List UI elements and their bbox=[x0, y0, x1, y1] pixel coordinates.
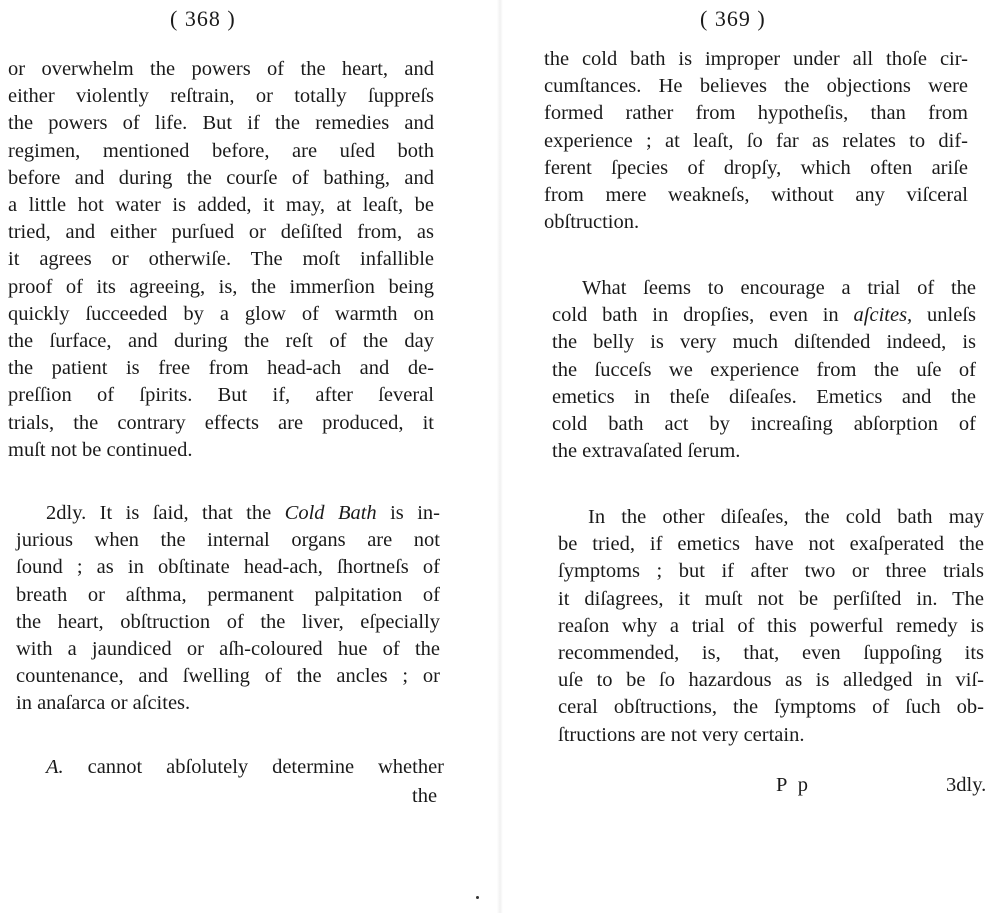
right-paragraph-1 bbox=[544, 46, 968, 236]
text-line: before and during the courſe of bathing, and bbox=[8, 166, 434, 189]
text-line: the ſucceſs we experience from the uſe of bbox=[552, 358, 976, 381]
text-line: the extravaſated ſerum. bbox=[552, 440, 741, 463]
text-line: experience ; at leaſt, ſo far as relates to dif- bbox=[544, 129, 968, 152]
text-line: tried, and either purſued or deſiſted from, as bbox=[8, 221, 434, 244]
text-line: cumſtances. He believes the objections were bbox=[544, 75, 968, 98]
text-line: obſtruction. bbox=[544, 211, 640, 234]
text-line: jurious when the internal organs are not bbox=[16, 529, 440, 552]
text-line: from mere weakneſs, without any viſceral bbox=[544, 184, 968, 207]
text-line bbox=[16, 500, 440, 527]
text-segment: 2dly. It is ſaid, that the bbox=[46, 502, 285, 524]
left-paragraph-1 bbox=[8, 56, 434, 464]
text-line: reaſon why a trial of this powerful remedy is bbox=[558, 614, 984, 637]
text-line: the powers of life. But if the remedies and bbox=[8, 112, 434, 135]
italic-term: aſcites, bbox=[853, 304, 913, 327]
right-page bbox=[500, 0, 1000, 913]
right-paragraph-2 bbox=[552, 275, 976, 465]
catchword-left: the bbox=[412, 785, 438, 807]
text-line: regimen, mentioned before, are uſed both bbox=[8, 139, 434, 162]
speck-mark bbox=[476, 896, 479, 899]
text-line: quickly ſucceeded by a glow of warmth on bbox=[8, 302, 434, 325]
text-line: the patient is free from head-ach and de- bbox=[8, 357, 434, 380]
left-paragraph-3 bbox=[46, 754, 444, 781]
signature-mark: P p bbox=[776, 774, 812, 796]
text-line: ſtructions are not very certain. bbox=[558, 723, 805, 746]
text-line: the cold bath is improper under all thoſe cir- bbox=[544, 48, 968, 70]
text-line bbox=[46, 754, 444, 781]
text-line: ceral obſtructions, the ſymptoms of ſuch ob- bbox=[558, 696, 984, 719]
text-line bbox=[552, 302, 976, 329]
text-segment: is in- bbox=[376, 502, 440, 524]
text-line: emetics in theſe diſeaſes. Emetics and the bbox=[552, 385, 976, 408]
text-line: cold bath act by increaſing abſorption of bbox=[552, 413, 976, 436]
text-segment: cold bath in dropſies, even in bbox=[552, 304, 854, 327]
text-line: a little hot water is added, it may, at leaſt, be bbox=[8, 194, 434, 217]
text-line: it agrees or otherwiſe. The moſt infallible bbox=[8, 248, 434, 271]
text-line: What ſeems to encourage a trial of the bbox=[582, 277, 976, 299]
page-number-left: ( 368 ) bbox=[170, 6, 236, 31]
text-line: trials, the contrary effects are produced, it bbox=[8, 411, 434, 434]
text-line: muſt not be continued. bbox=[8, 438, 193, 461]
italic-term: Cold Bath bbox=[284, 502, 377, 524]
text-line: the ſurface, and during the reſt of the day bbox=[8, 330, 434, 353]
text-line: ſymptoms ; but if after two or three trials bbox=[558, 560, 984, 583]
text-line: ferent ſpecies of dropſy, which often ariſe bbox=[544, 156, 968, 179]
catchword-right: 3dly. bbox=[946, 774, 987, 796]
text-line: it diſagrees, it muſt not be perſiſted in. The bbox=[558, 587, 984, 610]
text-line: the belly is very much diſtended indeed, is bbox=[552, 331, 976, 354]
text-line: In the other diſeaſes, the cold bath may bbox=[588, 506, 984, 528]
text-line: uſe to be ſo hazardous as is alledged in viſ- bbox=[558, 669, 984, 692]
text-line: ſound ; as in obſtinate head-ach, ſhortneſs of bbox=[16, 556, 440, 579]
text-line: the heart, obſtruction of the liver, eſpecially bbox=[16, 610, 440, 633]
text-line: formed rather from hypotheſis, than from bbox=[544, 102, 968, 125]
text-line: preſſion of ſpirits. But if, after ſeveral bbox=[8, 384, 434, 407]
text-line: be tried, if emetics have not exaſperated the bbox=[558, 533, 984, 556]
italic-term: A. bbox=[46, 756, 64, 778]
page-number-right: ( 369 ) bbox=[700, 6, 766, 31]
text-segment: unleſs bbox=[912, 304, 977, 327]
right-paragraph-3 bbox=[558, 504, 984, 749]
left-paragraph-2 bbox=[16, 500, 440, 718]
text-line: either violently reſtrain, or totally ſuppreſs bbox=[8, 85, 434, 108]
text-line: recommended, is, that, even ſuppoſing its bbox=[558, 642, 984, 665]
text-line: proof of its agreeing, is, the immerſion being bbox=[8, 275, 434, 298]
text-segment: cannot abſolutely determine whether bbox=[63, 756, 444, 778]
text-line: in anaſarca or aſcites. bbox=[16, 692, 191, 715]
text-line: countenance, and ſwelling of the ancles ; or bbox=[16, 665, 440, 688]
text-line: breath or aſthma, permanent palpitation of bbox=[16, 583, 440, 606]
text-line: with a jaundiced or aſh-coloured hue of the bbox=[16, 638, 440, 661]
text-line: or overwhelm the powers of the heart, and bbox=[8, 58, 434, 80]
